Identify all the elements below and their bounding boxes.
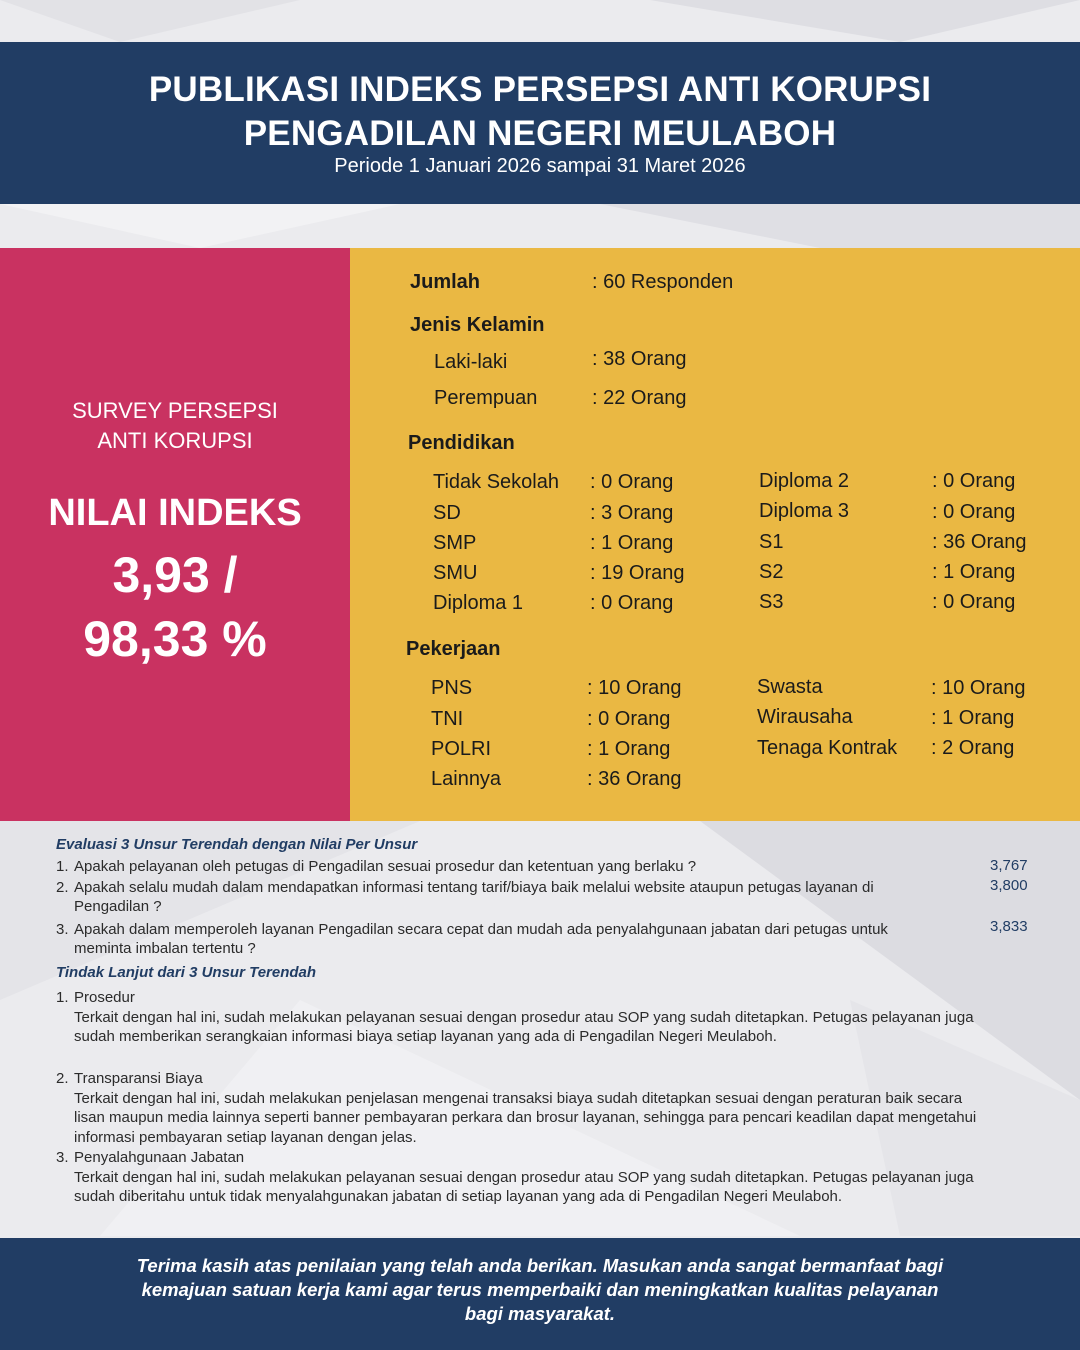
job-label: POLRI [431, 738, 492, 760]
education-value: : 19 Orang [590, 562, 685, 584]
education-value: : 0 Orang [932, 470, 1016, 492]
job-value: : 0 Orang [587, 708, 671, 730]
job-value: : 1 Orang [587, 738, 671, 760]
job-value: : 10 Orang [587, 677, 682, 699]
education-value: : 0 Orang [590, 592, 674, 614]
follow-up-title: Penyalahgunaan Jabatan [74, 1149, 245, 1166]
footer-message: Terima kasih atas penilaian yang telah anda berikan. Masukan anda sangat bermanfaat bagi kemajuan satuan kerja kami agar terus memperbaiki dan meningkatkan kualitas pelayanan bagi masyarakat. [136, 1255, 944, 1324]
evaluation-item-text: Apakah selalu mudah dalam mendapatkan informasi tentang tarif/biaya baik melalui website ataupun petugas layanan di Pengadilan ? [74, 879, 874, 915]
education-value: : 1 Orang [590, 532, 674, 554]
jumlah-label: Jumlah [410, 271, 481, 293]
footer-banner [0, 1238, 1080, 1350]
index-panel [0, 248, 350, 821]
evaluation-item-text: Apakah dalam memperoleh layanan Pengadilan secara cepat dan mudah ada penyalahgunaan jabatan dari petugas untuk meminta imbalan tertentu ? [74, 921, 888, 957]
survey-caption-line2: ANTI KORUPSI [97, 428, 253, 453]
evaluation-score: 3,833 [990, 918, 1028, 935]
education-value: : 1 Orang [932, 561, 1016, 583]
evaluation-item-number: 1. [56, 858, 69, 875]
education-label: S2 [759, 561, 784, 583]
education-label: SD [433, 502, 461, 524]
education-value: : 0 Orang [932, 501, 1016, 523]
respondent-panel [350, 248, 1080, 821]
job-label: Wirausaha [757, 706, 853, 728]
education-label: Diploma 1 [433, 592, 524, 614]
evaluation-item-number: 2. [56, 879, 69, 896]
job-value: : 36 Orang [587, 768, 682, 790]
gender-label: Laki-laki [434, 351, 508, 373]
follow-up-heading: Tindak Lanjut dari 3 Unsur Terendah [56, 964, 317, 981]
job-label: Lainnya [431, 768, 502, 790]
period-subtitle: Periode 1 Januari 2026 sampai 31 Maret 2026 [334, 155, 746, 177]
gender-value: : 38 Orang [592, 348, 687, 370]
follow-up-description: Terkait dengan hal ini, sudah melakukan pelayanan sesuai dengan prosedur atau SOP yang sudah ditetapkan. Petugas pelayanan juga sudah diberitahu untuk tidak menyalahgunakan jabatan di setiap layanan yang ada di Pengadilan Negeri Meulaboh. [74, 1168, 974, 1205]
evaluation-section [0, 821, 1080, 1236]
education-label: SMU [433, 562, 478, 584]
job-value: : 2 Orang [931, 737, 1015, 759]
education-value: : 0 Orang [932, 591, 1016, 613]
education-label: Diploma 2 [759, 470, 850, 492]
education-label: S3 [759, 591, 784, 613]
gender-heading: Jenis Kelamin [410, 314, 545, 336]
evaluation-score: 3,800 [990, 877, 1028, 894]
evaluation-score: 3,767 [990, 857, 1028, 874]
follow-up-number: 2. [56, 1070, 69, 1087]
job-label: PNS [431, 677, 473, 699]
survey-caption [0, 396, 350, 456]
education-label: SMP [433, 532, 477, 554]
evaluation-heading: Evaluasi 3 Unsur Terendah dengan Nilai Per Unsur [56, 836, 418, 853]
gender-label: Perempuan [434, 387, 538, 409]
follow-up-description: Terkait dengan hal ini, sudah melakukan pelayanan sesuai dengan prosedur atau SOP yang sudah ditetapkan. Petugas pelayanan juga sudah memberikan serangkaian informasi biaya setiap layanan yang ada di Pengadilan Negeri Meulaboh. [74, 1008, 974, 1045]
job-label: Swasta [757, 676, 823, 698]
survey-caption-line1: SURVEY PERSEPSI [72, 398, 278, 423]
education-label: Tidak Sekolah [433, 471, 559, 493]
follow-up-title: Transparansi Biaya [74, 1070, 203, 1087]
education-label: S1 [759, 531, 784, 553]
education-value: : 3 Orang [590, 502, 674, 524]
jumlah-value: : 60 Responden [592, 271, 734, 293]
follow-up-title: Prosedur [74, 989, 135, 1006]
gender-value: : 22 Orang [592, 387, 687, 409]
index-percent: 98,33 % [83, 611, 267, 667]
job-value: : 1 Orang [931, 707, 1015, 729]
page-title-line2: PENGADILAN NEGERI MEULABOH [243, 114, 837, 153]
job-heading: Pekerjaan [406, 638, 501, 660]
page-title-line1: PUBLIKASI INDEKS PERSEPSI ANTI KORUPSI [148, 70, 932, 109]
evaluation-item-text: Apakah pelayanan oleh petugas di Pengadilan sesuai prosedur dan ketentuan yang berlaku ? [74, 858, 697, 875]
education-heading: Pendidikan [408, 432, 515, 454]
index-value: 3,93 / [112, 547, 238, 603]
job-label: TNI [431, 708, 464, 730]
education-value: : 36 Orang [932, 531, 1027, 553]
education-label: Diploma 3 [759, 500, 850, 522]
education-value: : 0 Orang [590, 471, 674, 493]
follow-up-number: 3. [56, 1149, 69, 1166]
follow-up-description: Terkait dengan hal ini, sudah melakukan penjelasan mengenai transaksi biaya sudah ditetapkan sesuai dengan peraturan baik secara lisan maupun media lainnya seperti banner pembayaran perkara dan brosur layanan, sehingga para pencari keadilan dapat mengetahui informasi pembayaran setiap layanan dengan jelas. [74, 1089, 977, 1146]
job-label: Tenaga Kontrak [757, 737, 898, 759]
header-banner [0, 42, 1080, 204]
job-value: : 10 Orang [931, 677, 1026, 699]
follow-up-number: 1. [56, 989, 69, 1006]
evaluation-item-number: 3. [56, 921, 69, 938]
index-label: NILAI INDEKS [48, 492, 302, 534]
